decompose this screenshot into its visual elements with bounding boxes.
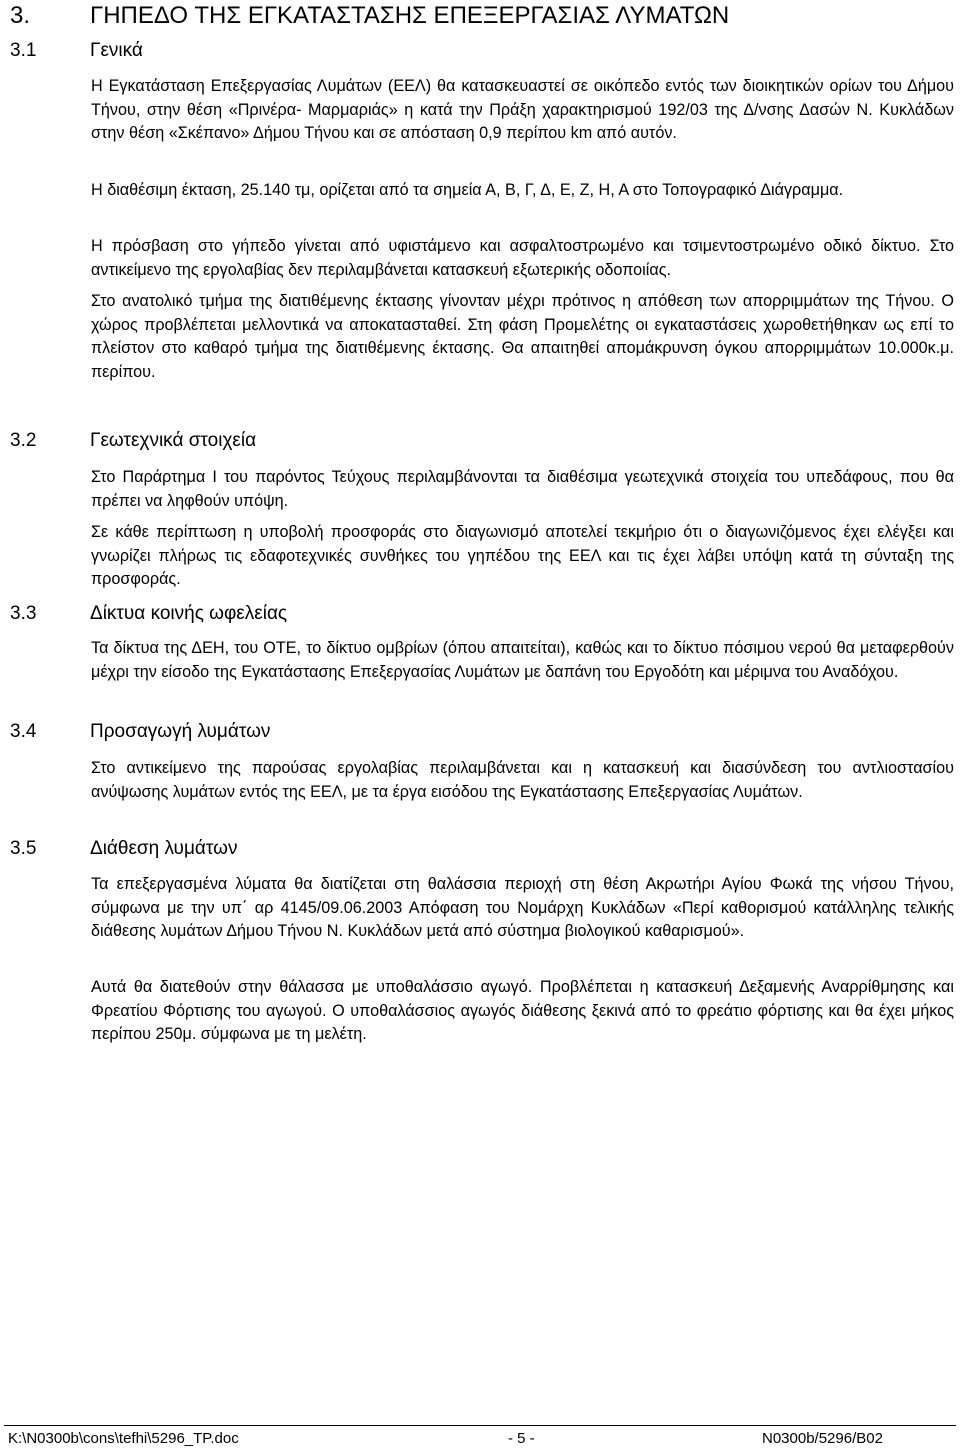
section-heading-3-1	[10, 39, 143, 63]
section-title: Γεωτεχνικά στοιχεία	[90, 430, 257, 451]
section-title: Προσαγωγή λυμάτων	[90, 721, 271, 742]
section-heading-3-3	[10, 602, 287, 626]
section-heading-3-5	[10, 837, 237, 861]
section-number: 3.4	[10, 721, 37, 742]
paragraph: Σε κάθε περίπτωση η υποβολή προσφοράς στο διαγωνισμό αποτελεί τεκμήριο ότι ο διαγωνιζόμενος έχει ελέγξει και γνωρίζει πλήρως τις εδαφοτεχνικές συνθήκες του γηπέδου της ΕΕΛ και τις έχει λάβει υπόψη κατά τη σύνταξη της προσφοράς.	[91, 523, 954, 589]
section-heading-3-4	[10, 720, 270, 744]
section-title: Δίκτυα κοινής ωφελείας	[90, 603, 288, 624]
section-number: 3.5	[10, 838, 37, 859]
chapter-title: ΓΗΠΕΔΟ ΤΗΣ ΕΓΚΑΤΑΣΤΑΣΗΣ ΕΠΕΞΕΡΓΑΣΙΑΣ ΛΥΜΑΤΩΝ	[90, 2, 730, 29]
paragraph: Στο αντικείμενο της παρούσας εργολαβίας περιλαμβάνεται και η κατασκευή και διασύνδεση του αντλιοστασίου ανύψωσης λυμάτων εντός της ΕΕΛ, με τα έργα εισόδου της Εγκατάστασης Επεξεργασίας Λυμάτων.	[91, 759, 954, 801]
section-number: 3.2	[10, 430, 37, 451]
footer-divider	[4, 1425, 956, 1426]
paragraph: Η Εγκατάσταση Επεξεργασίας Λυμάτων (ΕΕΛ) θα κατασκευαστεί σε οικόπεδο εντός των διοικητικών ορίων του Δήμου Τήνου, στην θέση «Πρινέρα- Μαρμαριάς» η κατά την Πράξη χαρακτηρισμού 192/03 της Δ/νσης Δασών Ν. Κυκλάδων στην θέση «Σκέπανο» Δήμου Τήνου και σε απόσταση 0,9 περίπου km από αυτόν.	[91, 77, 954, 143]
footer-page-number: - 5 -	[508, 1430, 535, 1447]
paragraph: Στο ανατολικό τμήμα της διατιθέμενης έκτασης γίνονταν μέχρι πρότινος η απόθεση των απορριμμάτων της Τήνου. Ο χώρος προβλέπεται μελλοντικά να αποκατασταθεί. Στη φάση Προμελέτης οι εγκαταστάσεις χωροθετήθηκαν ως επί το πλείστον στο καθαρό τμήμα της διατιθέμενης έκτασης. Θα απαιτηθεί απομάκρυνση όγκου απορριμμάτων 10.000κ.μ. περίπου.	[91, 292, 954, 381]
paragraph: Η διαθέσιμη έκταση, 25.140 τμ, ορίζεται από τα σημεία Α, Β, Γ, Δ, Ε, Ζ, Η, Α στο Τοπογραφικό Διάγραμμα.	[91, 181, 844, 199]
paragraph: Αυτά θα διατεθούν στην θάλασσα με υποθαλάσσιο αγωγό. Προβλέπεται η κατασκευή Δεξαμενής Αναρρίθμησης και Φρεατίου Φόρτισης του αγωγού. Ο υποθαλάσσιος αγωγός διάθεσης ξεκινά από το φρεάτιο φόρτισης και θα έχει μήκος περίπου 250μ. σύμφωνα με τη μελέτη.	[91, 978, 954, 1044]
section-title: Διάθεση λυμάτων	[90, 838, 238, 859]
paragraph: Τα δίκτυα της ΔΕΗ, του ΟΤΕ, το δίκτυο ομβρίων (όπου απαιτείται), καθώς και το δίκτυο πόσιμου νερού θα μεταφερθούν μέχρι την είσοδο της Εγκατάστασης Επεξεργασίας Λυμάτων με δαπάνη του Εργοδότη και μέριμνα του Αναδόχου.	[91, 639, 954, 681]
section-number: 3.1	[10, 40, 37, 61]
chapter-heading	[10, 2, 729, 30]
section-title: Γενικά	[90, 40, 143, 61]
chapter-number: 3.	[10, 2, 31, 29]
section-heading-3-2	[10, 429, 256, 453]
footer-file-path: K:\N0300b\cons\tefhi\5296_TP.doc	[8, 1430, 239, 1447]
paragraph: Στο Παράρτημα Ι του παρόντος Τεύχους περιλαμβάνονται τα διαθέσιμα γεωτεχνικά στοιχεία του υπεδάφους, που θα πρέπει να ληφθούν υπόψη.	[91, 468, 954, 510]
section-number: 3.3	[10, 603, 37, 624]
footer-doc-code: N0300b/5296/B02	[762, 1430, 883, 1447]
paragraph: Η πρόσβαση στο γήπεδο γίνεται από υφιστάμενο και ασφαλτοστρωμένο και τσιμεντοστρωμένο οδικό δίκτυο. Στο αντικείμενο της εργολαβίας δεν περιλαμβάνεται κατασκευή εξωτερικής οδοποιίας.	[91, 237, 954, 279]
paragraph: Τα επεξεργασμένα λύματα θα διατίζεται στη θαλάσσια περιοχή στη θέση Ακρωτήρι Αγίου Φωκά της νήσου Τήνου, σύμφωνα με την υπ΄ αρ 4145/09.06.2003 Απόφαση του Νομάρχη Κυκλάδων «Περί καθορισμού κατάλληλης τελικής διάθεσης λυμάτων Δήμου Τήνου Ν. Κυκλάδων μετά από σύστημα βιολογικού καθαρισμού».	[91, 875, 954, 941]
